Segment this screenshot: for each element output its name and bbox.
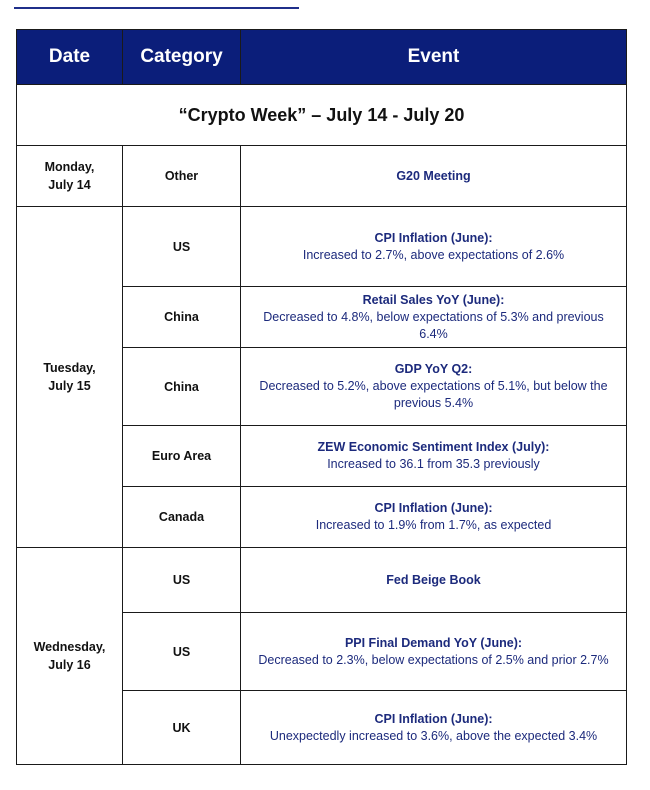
table-row (17, 548, 627, 613)
category-cell: Other (123, 146, 241, 207)
category-cell: Euro Area (123, 426, 241, 487)
category-cell: UK (123, 691, 241, 765)
event-title: Retail Sales YoY (June): (362, 292, 505, 307)
category-cell: China (123, 348, 241, 426)
event-title: GDP YoY Q2: (394, 362, 473, 376)
day-date: July 15 (48, 379, 91, 393)
economic-calendar-table (16, 29, 627, 765)
header-category: Category (123, 30, 241, 85)
event-title: CPI Inflation (June): (374, 501, 493, 515)
category-cell: US (123, 548, 241, 613)
event-title: CPI Inflation (June): (374, 711, 493, 726)
category-cell: US (123, 207, 241, 287)
event-cell (241, 691, 627, 765)
event-detail: Decreased to 4.8%, below expectations of 5.3% and previous 6.4% (263, 309, 604, 341)
category-cell: US (123, 613, 241, 691)
day-date: July 16 (48, 658, 91, 672)
date-cell-monday (17, 146, 123, 207)
table-row (17, 146, 627, 207)
event-detail: Decreased to 2.3%, below expectations of 2.5% and prior 2.7% (258, 652, 609, 667)
category-cell: China (123, 287, 241, 348)
event-title: G20 Meeting (396, 168, 471, 183)
top-rule (14, 7, 299, 9)
day-name: Tuesday, (43, 361, 96, 375)
date-cell-tuesday (17, 207, 123, 548)
event-cell (241, 613, 627, 691)
event-cell (241, 146, 627, 207)
category-cell: Canada (123, 487, 241, 548)
event-cell (241, 487, 627, 548)
day-date: July 14 (48, 178, 91, 192)
day-name: Monday, (44, 160, 95, 174)
event-cell (241, 348, 627, 426)
event-detail: Decreased to 5.2%, above expectations of 5.1%, but below the previous 5.4% (259, 379, 608, 410)
event-detail: Increased to 36.1 from 35.3 previously (327, 457, 540, 471)
event-detail: Increased to 1.9% from 1.7%, as expected (315, 518, 552, 532)
event-cell (241, 287, 627, 348)
day-name: Wednesday, (33, 640, 106, 654)
table-row (17, 207, 627, 287)
event-detail: Unexpectedly increased to 3.6%, above the expected 3.4% (269, 728, 598, 743)
week-title: “Crypto Week” – July 14 - July 20 (17, 85, 627, 146)
event-title: Fed Beige Book (386, 572, 481, 587)
header-date: Date (17, 30, 123, 85)
header-event: Event (241, 30, 627, 85)
event-title: ZEW Economic Sentiment Index (July): (317, 440, 550, 454)
event-detail: Increased to 2.7%, above expectations of 2.6% (302, 247, 565, 262)
event-cell (241, 548, 627, 613)
event-title: CPI Inflation (June): (374, 230, 493, 245)
event-cell (241, 207, 627, 287)
table-header-row (17, 30, 627, 85)
event-cell (241, 426, 627, 487)
event-title: PPI Final Demand YoY (June): (344, 635, 523, 650)
week-title-row (17, 85, 627, 146)
date-cell-wednesday (17, 548, 123, 765)
